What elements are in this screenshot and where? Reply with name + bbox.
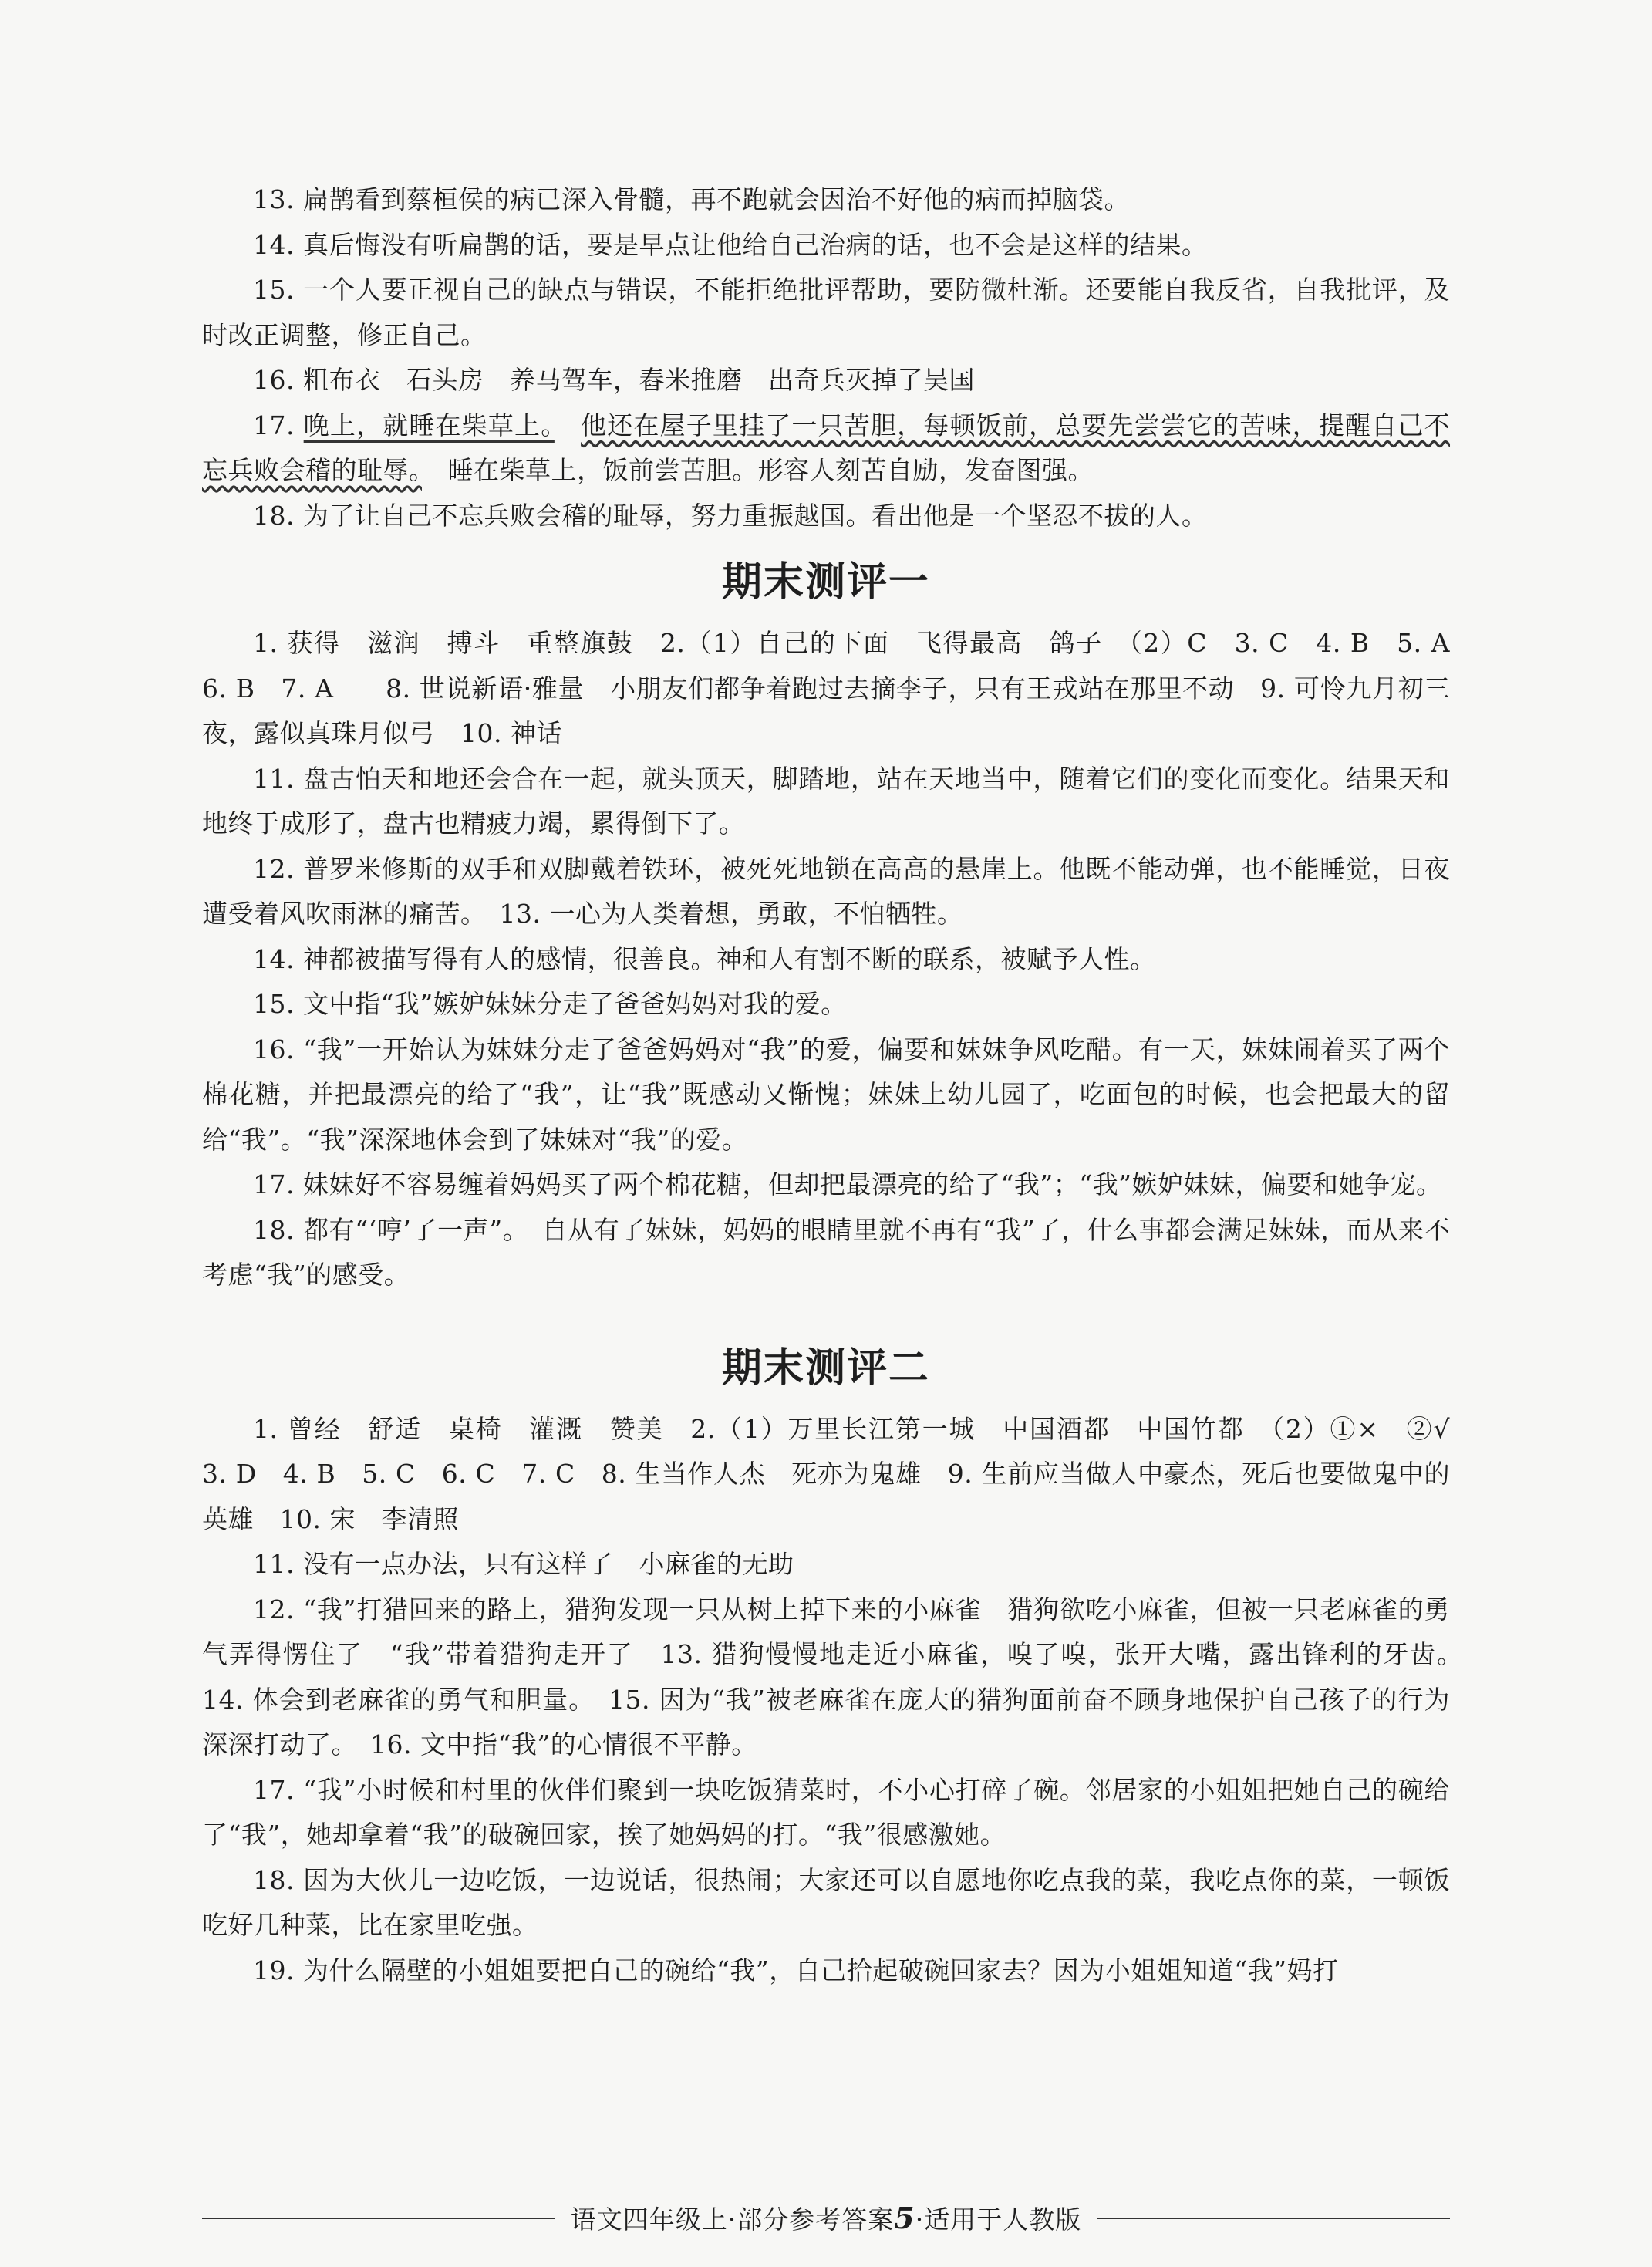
wavy-underlined-sentence: 他还在屋子里挂了一只苦胆，每顿饭前，总要先尝尝它的苦味，提醒自己不忘兵败会稽的耻辱。	[202, 410, 1451, 485]
test1-answer-11: 11. 盘古怕天和地还会合在一起，就头顶天，脚踏地，站在天地当中，随着它们的变化而变化。结果天和地终于成形了，盘古也精疲力竭，累得倒下了。	[202, 763, 1450, 838]
answer-16: 16. 粗布衣 石头房 养马驾车，舂米推磨 出奇兵灭掉了吴国	[253, 365, 975, 395]
footer-edition: 适用于人教版	[924, 2205, 1082, 2235]
underlined-sentence: 晚上，就睡在柴草上。	[303, 410, 555, 440]
footer-rule-right	[1097, 2218, 1450, 2219]
answer-17-number: 17.	[253, 410, 304, 440]
section-final-test-2	[202, 1407, 1476, 1994]
section-final-test-1	[202, 621, 1476, 1298]
footer-rule-left	[202, 2218, 555, 2219]
test1-answer-12-13: 12. 普罗米修斯的双手和双脚戴着铁环，被死死地锁在高高的悬崖上。他既不能动弹，也不能睡觉，日夜遭受着风吹雨淋的痛苦。 13. 一心为人类着想，勇敢，不怕牺牲。	[202, 853, 1450, 929]
test1-answer-18: 18. 都有“‘哼’了一声”。 自从有了妹妹，妈妈的眼睛里就不再有“我”了，什么事都会满足妹妹，而从来不考虑“我”的感受。	[202, 1214, 1450, 1290]
footer-dot-1: ·	[727, 2205, 737, 2235]
answer-13: 13. 扁鹊看到蔡桓侯的病已深入骨髓，再不跑就会因治不好他的病而掉脑袋。	[253, 184, 1130, 214]
test1-answer-16: 16. “我”一开始认为妹妹分走了爸爸妈妈对“我”的爱，偏要和妹妹争风吃醋。有一天，妹妹闹着买了两个棉花糖，并把最漂亮的给了“我”，让“我”既感动又惭愧；妹妹上幼儿园了，吃面包的时候，也会把最大的留给“我”。“我”深深地体会到了妹妹对“我”的爱。	[202, 1034, 1450, 1155]
page-number: 5	[894, 2201, 915, 2235]
test2-answer-19: 19. 为什么隔壁的小姐姐要把自己的碗给“我”，自己拾起破碗回家去？因为小姐姐知道“我”妈打	[253, 1955, 1339, 1985]
footer-text	[571, 2200, 1081, 2236]
test2-answer-11: 11. 没有一点办法，只有这样了 小麻雀的无助	[253, 1549, 794, 1579]
test2-answer-12-16: 12. “我”打猎回来的路上，猎狗发现一只从树上掉下来的小麻雀 猎狗欲吃小麻雀，但被一只老麻雀的勇气弄得愣住了 “我”带着猎狗走开了 13. 猎狗慢慢地走近小麻雀，嗅了嗅，张开大嘴，露出锋利的牙齿。 14. 体会到老麻雀的勇气和胆量。 15. 因为“我”被老麻雀在庞大的猎狗面前奋不顾身地保护自己孩子的行为深深打动了。 16. 文中指“我”的心情很不平静。	[202, 1594, 1476, 1759]
answer-17-rest: 睡在柴草上，饭前尝苦胆。形容人刻苦自励，发奋图强。	[422, 455, 1094, 485]
footer-section: 部分参考答案	[737, 2205, 895, 2235]
test2-answers-1-10: 1. 曾经 舒适 桌椅 灌溉 赞美 2.（1）万里长江第一城 中国酒都 中国竹都 （2）①× ②√ 3. D 4. B 5. C 6. C 7. C 8. 生当作人杰 死亦为鬼雄 9. 生前应当做人中豪杰，死后也要做鬼中的英雄 10. 宋 李清照	[202, 1413, 1476, 1534]
section-story-answers	[202, 177, 1450, 538]
test1-answer-15: 15. 文中指“我”嫉妒妹妹分走了爸爸妈妈对我的爱。	[253, 989, 847, 1019]
test2-answer-17: 17. “我”小时候和村里的伙伴们聚到一块吃饭猜菜时，不小心打碎了碗。邻居家的小姐姐把她自己的碗给了“我”，她却拿着“我”的破碗回家，挨了她妈妈的打。“我”很感激她。	[202, 1774, 1450, 1850]
test1-answers-1-10: 1. 获得 滋润 搏斗 重整旗鼓 2.（1）自己的下面 飞得最高 鸽子 （2）C 3. C 4. B 5. A 6. B 7. A 8. 世说新语·雅量 小朋友们都争着跑过去摘李子，只有王戎站在那里不动 9. 可怜九月初三夜，露似真珠月似弓 10. 神话	[202, 628, 1476, 748]
test1-answer-17: 17. 妹妹好不容易缠着妈妈买了两个棉花糖，但却把最漂亮的给了“我”；“我”嫉妒妹妹，偏要和她争宠。	[253, 1169, 1442, 1199]
answer-17	[202, 403, 1450, 494]
answer-18: 18. 为了让自己不忘兵败会稽的耻辱，努力重振越国。看出他是一个坚忍不拔的人。	[253, 500, 1208, 531]
footer-grade: 语文四年级上	[570, 2205, 728, 2235]
test2-answer-18: 18. 因为大伙儿一边吃饭，一边说话，很热闹；大家还可以自愿地你吃点我的菜，我吃点你的菜，一顿饭吃好几种菜，比在家里吃强。	[202, 1864, 1450, 1940]
test1-answer-14: 14. 神都被描写得有人的感情，很善良。神和人有割不断的联系，被赋予人性。	[253, 943, 1156, 974]
footer-dot-2: ·	[915, 2205, 925, 2235]
section-title-final-test-2: 期末测评二	[721, 1344, 930, 1392]
page-footer	[202, 2200, 1450, 2236]
section-title-final-test-1: 期末测评一	[721, 558, 930, 606]
answer-14: 14. 真后悔没有听扁鹊的话，要是早点让他给自己治病的话，也不会是这样的结果。	[253, 229, 1208, 260]
answer-15: 15. 一个人要正视自己的缺点与错误，不能拒绝批评帮助，要防微杜渐。还要能自我反省，自我批评，及时改正调整，修正自己。	[202, 275, 1450, 350]
